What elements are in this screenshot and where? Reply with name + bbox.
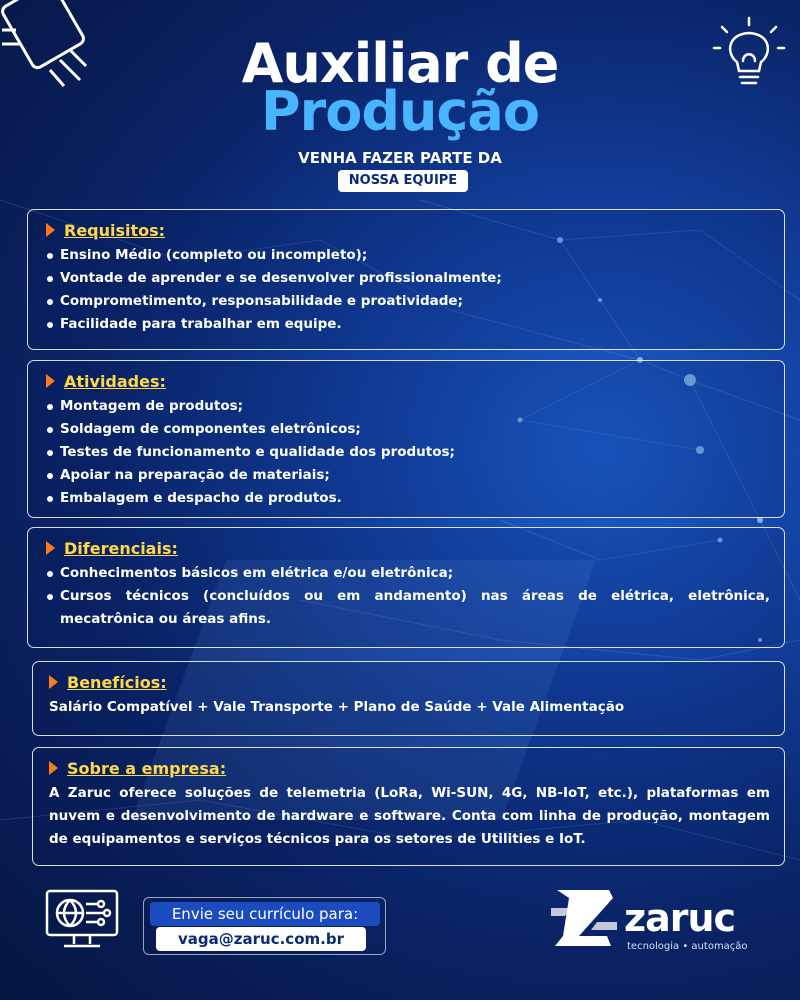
diferenciais-list (46, 562, 770, 631)
atividades-list (46, 395, 770, 510)
list-item: Conhecimentos básicos em elétrica e/ou eletrônica; (46, 562, 770, 585)
team-badge: NOSSA EQUIPE (338, 170, 468, 192)
title-line-2: Produção (261, 80, 539, 143)
requisitos-title: Requisitos: (64, 220, 166, 240)
list-item: Soldagem de componentes eletrônicos; (46, 418, 770, 441)
beneficios-title: Benefícios: (67, 672, 167, 692)
logo-name: zaruc (624, 896, 736, 940)
diferenciais-title: Diferenciais: (64, 538, 178, 558)
list-item: Comprometimento, responsabilidade e proatividade; (46, 290, 770, 313)
list-item: Vontade de aprender e se desenvolver profissionalmente; (46, 267, 770, 290)
title-line-1: Auxiliar de (241, 32, 559, 95)
monitor-network-icon (44, 888, 120, 952)
beneficios-text: Salário Compatível + Vale Transporte + Plano de Saúde + Vale Alimentação (49, 699, 625, 715)
chevron-right-icon (46, 374, 55, 388)
list-item: Cursos técnicos (concluídos ou em andamento) nas áreas de elétrica, eletrônica, mecatrônica ou áreas afins. (46, 585, 770, 631)
chevron-right-icon (46, 223, 55, 237)
empresa-title: Sobre a empresa: (67, 758, 227, 778)
requisitos-list (46, 244, 770, 336)
empresa-text: A Zaruc oferece soluções de telemetria (LoRa, Wi-SUN, 4G, NB-IoT, etc.), plataformas em nuvem e desenvolvimento de hardware e software. Conta com linha de produção, montagem de equipamentos e serviços técnicos para os setores de Utilities e IoT. (49, 785, 770, 847)
requisitos-card (27, 209, 785, 350)
zaruc-logo-icon (549, 884, 619, 954)
cv-label: Envie seu currículo para: (150, 902, 380, 926)
atividades-card (27, 360, 785, 518)
atividades-title: Atividades: (64, 371, 166, 391)
chevron-right-icon (46, 541, 55, 555)
subtitle: VENHA FAZER PARTE DA (298, 149, 502, 167)
list-item: Montagem de produtos; (46, 395, 770, 418)
list-item: Apoiar na preparação de materiais; (46, 464, 770, 487)
chevron-right-icon (49, 675, 58, 689)
diferenciais-card (27, 527, 785, 648)
list-item: Facilidade para trabalhar em equipe. (46, 313, 770, 336)
list-item: Embalagem e despacho de produtos. (46, 487, 770, 510)
list-item: Testes de funcionamento e qualidade dos produtos; (46, 441, 770, 464)
empresa-card (32, 747, 785, 866)
list-item: Ensino Médio (completo ou incompleto); (46, 244, 770, 267)
beneficios-card (32, 661, 785, 736)
email-link[interactable]: vaga@zaruc.com.br (156, 927, 366, 951)
chevron-right-icon (49, 761, 58, 775)
logo-tagline: tecnologia • automação (627, 941, 748, 952)
